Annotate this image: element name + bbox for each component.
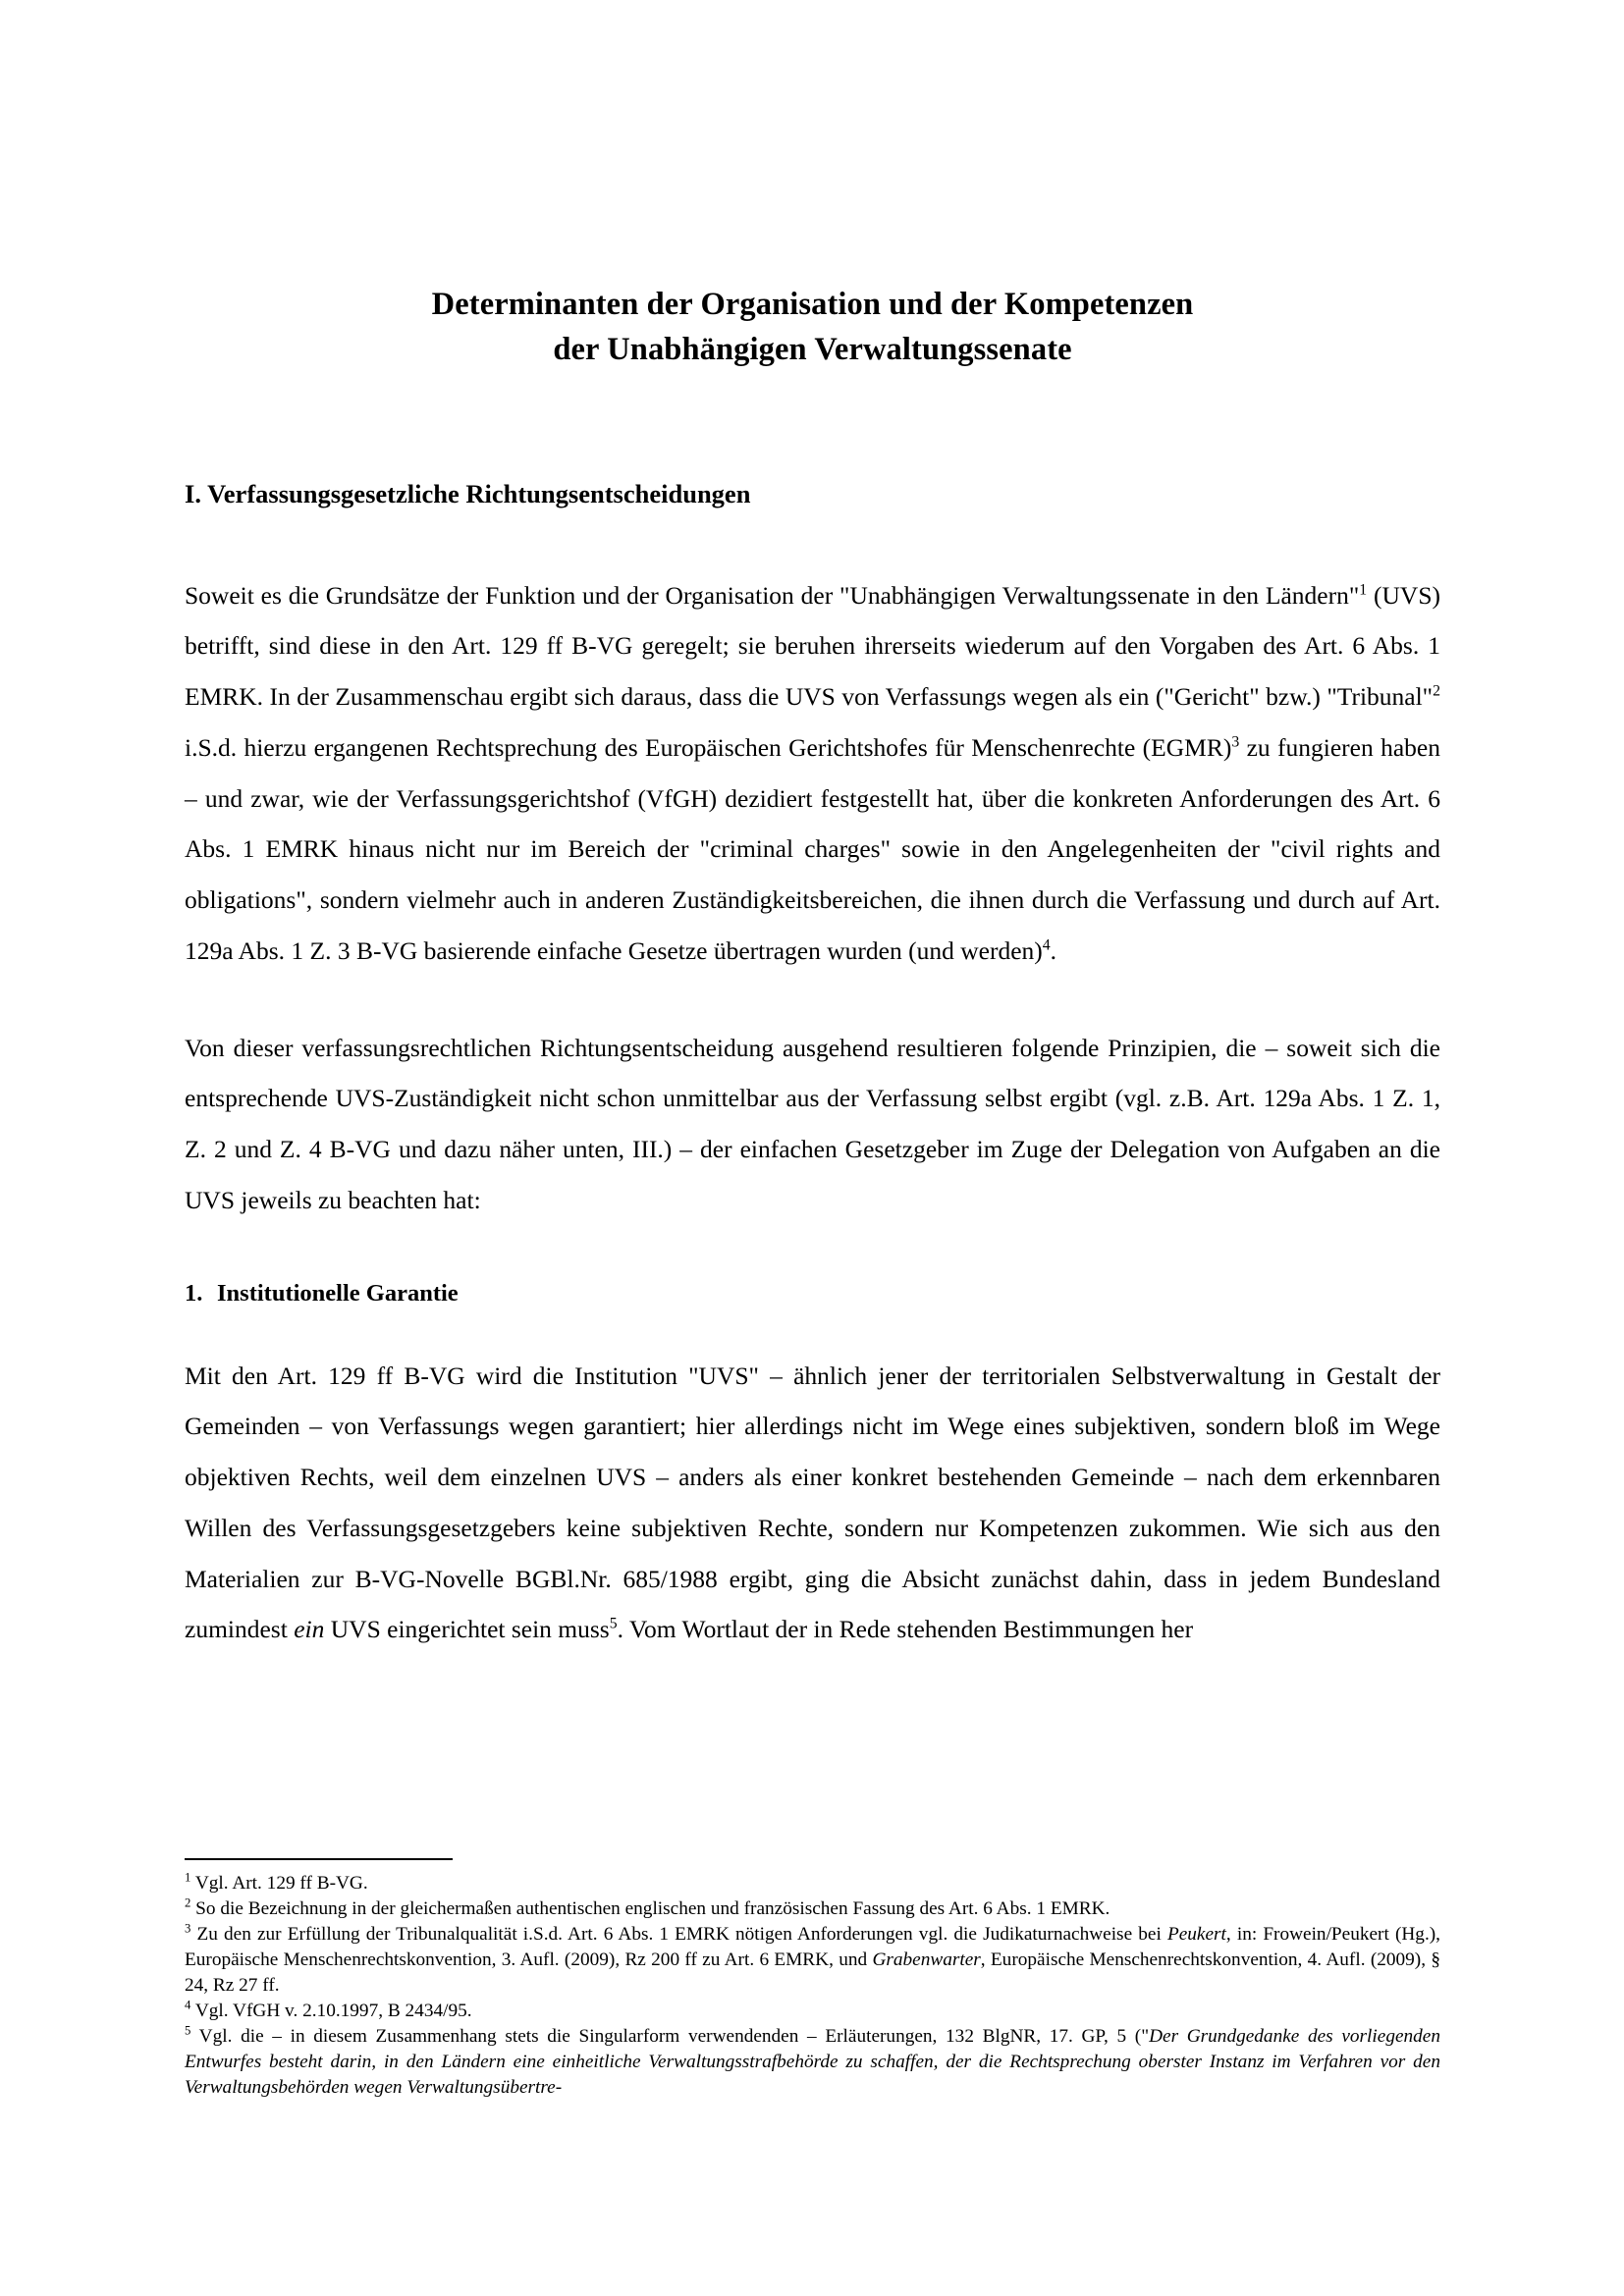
footnote-ref-5[interactable]: 5 xyxy=(609,1615,618,1632)
paragraph-3-emphasis: ein xyxy=(294,1615,325,1644)
paragraph-3-part-a: Mit den Art. 129 ff B-VG wird die Institution "UVS" – ähnlich jener der territorialen Selbstverwaltung in Gestalt der Gemeinden – von Verfassungs wegen garantiert; hier allerdings nicht im Wege eines subjektiven, sondern bloß im Wege objektiven Rechts, weil dem einzelnen UVS – anders als einer konkret bestehenden Gemeinde – nach dem erkennbaren Willen des Verfassungsgesetzgebers keine subjektiven Rechte, sondern nur Kompetenzen zukommen. Wie sich aus den Materialien zur B-VG-Novelle BGBl.Nr. 685/1988 ergibt, ging die Absicht zunächst dahin, dass in jedem Bundesland zumindest xyxy=(185,1361,1440,1644)
paragraph-3-part-b: UVS eingerichtet sein muss xyxy=(324,1615,610,1644)
footnote-5-text-a: Vgl. die – in diesem Zusammenhang stets die Singularform verwendenden – Erläuterungen, 132 BlgNR, 17. GP, 5 (" xyxy=(190,2025,1150,2047)
footnote-5 xyxy=(185,2024,1440,2101)
footnote-ref-1[interactable]: 1 xyxy=(1359,581,1368,599)
paragraph-1-part-a: Soweit es die Grundsätze der Funktion und der Organisation der "Unabhängigen Verwaltungssenate in den Ländern" xyxy=(185,580,1360,610)
footnote-4-marker: 4 xyxy=(185,1998,191,2012)
paragraph-3 xyxy=(185,1309,1440,1656)
footnote-4-text: Vgl. VfGH v. 2.10.1997, B 2434/95. xyxy=(190,2000,472,2021)
paragraph-3-part-c: . Vom Wortlaut der in Rede stehenden Bestimmungen her xyxy=(617,1615,1194,1644)
footnote-3-author-grabenwarter: Grabenwarter xyxy=(872,1949,981,1970)
footnote-5-quotation: Der Grundgedanke des vorliegenden Entwurfes besteht darin, in den Ländern eine einheitliche Verwaltungsstrafbehörde zu schaffen, der die Rechtsprechung oberster Instanz im Verfahren vor den Verwaltungsbehörden wegen Verwaltungsübertre- xyxy=(185,2025,1440,2098)
footnote-3-text-c: , Europäische Menschenrechtskonvention, 4. Aufl. (2009), § 24, Rz 27 ff. xyxy=(185,1949,1440,1996)
sub-heading-1-institutionelle-garantie xyxy=(185,1226,1440,1309)
footnote-ref-2[interactable]: 2 xyxy=(1433,682,1440,700)
footnote-1-marker: 1 xyxy=(185,1870,191,1885)
footnote-separator-rule xyxy=(185,1858,453,1860)
sub-heading-number: 1. xyxy=(185,1279,203,1307)
footnote-3-marker: 3 xyxy=(185,1921,191,1936)
paragraph-1-part-c: i.S.d. hierzu ergangenen Rechtsprechung des Europäischen Gerichtshofes für Menschenrechte (EGMR) xyxy=(185,732,1232,762)
footnote-5-marker: 5 xyxy=(185,2023,191,2038)
footnote-1-text: Vgl. Art. 129 ff B-VG. xyxy=(190,1873,368,1894)
footnote-3 xyxy=(185,1922,1440,1999)
page-title-line-2: der Unabhängigen Verwaltungssenate xyxy=(553,332,1072,368)
footnote-2-marker: 2 xyxy=(185,1896,191,1910)
page-content xyxy=(185,0,1440,1655)
footnote-ref-4[interactable]: 4 xyxy=(1042,936,1051,954)
page-title xyxy=(185,0,1440,372)
footnote-3-author-peukert: Peukert xyxy=(1166,1923,1226,1945)
footnote-4 xyxy=(185,1999,1440,2024)
paragraph-2: Von dieser verfassungsrechtlichen Richtungsentscheidung ausgehend resultieren folgende Prinzipien, die – soweit sich die entsprechende UVS-Zuständigkeit nicht schon unmittelbar aus der Verfassung selbst ergibt (vgl. z.B. Art. 129a Abs. 1 Z. 1, Z. 2 und Z. 4 B-VG und dazu näher unten, III.) – der einfachen Gesetzgeber im Zuge der Delegation von Aufgaben an die UVS jeweils zu beachten hat: xyxy=(185,1033,1440,1214)
paragraph-1 xyxy=(185,511,1440,977)
paragraph-1-part-b: (UVS) betrifft, sind diese in den Art. 129 ff B-VG geregelt; sie beruhen ihrerseits wiederum auf den Vorgaben des Art. 6 Abs. 1 EMRK. In der Zusammenschau ergibt sich daraus, dass die UVS von Verfassungs wegen als ein ("Gericht" bzw.) "Tribunal" xyxy=(185,580,1441,712)
paragraph-1-part-d: zu fungieren haben – und zwar, wie der Verfassungsgerichtshof (VfGH) dezidiert festgestellt hat, über die konkreten Anforderungen des Art. 6 Abs. 1 EMRK hinaus nicht nur im Bereich der "criminal charges" sowie in den Angelegenheiten der "civil rights and obligations", sondern vielmehr auch in anderen Zuständigkeitsbereichen, die ihnen durch die Verfassung und durch auf Art. 129a Abs. 1 Z. 3 B-VG basierende einfache Gesetze übertragen wurden (und werden) xyxy=(185,732,1440,965)
footnote-1 xyxy=(185,1871,1440,1896)
footnote-2 xyxy=(185,1896,1440,1922)
footnote-3-text-b: , in: Frowein/Peukert (Hg.), Europäische Menschenrechtskonvention, 3. Aufl. (2009), Rz 200 ff zu Art. 6 EMRK, und xyxy=(185,1923,1441,1970)
footnote-3-text-a: Zu den zur Erfüllung der Tribunalqualität i.S.d. Art. 6 Abs. 1 EMRK nötigen Anforderungen vgl. die Judikaturnachweise bei xyxy=(190,1923,1167,1945)
paragraph-1-part-e: . xyxy=(1050,935,1057,965)
footnote-2-text: So die Bezeichnung in der gleichermaßen authentischen englischen und französischen Fassung des Art. 6 Abs. 1 EMRK. xyxy=(190,1897,1110,1919)
page-title-line-1: Determinanten der Organisation und der Kompetenzen xyxy=(431,287,1194,322)
footnote-ref-3[interactable]: 3 xyxy=(1231,733,1240,751)
sub-heading-label: Institutionelle Garantie xyxy=(217,1279,459,1307)
section-heading-i: I. Verfassungsgesetzliche Richtungsentscheidungen xyxy=(185,479,751,509)
footnotes-section xyxy=(185,1858,1440,2101)
